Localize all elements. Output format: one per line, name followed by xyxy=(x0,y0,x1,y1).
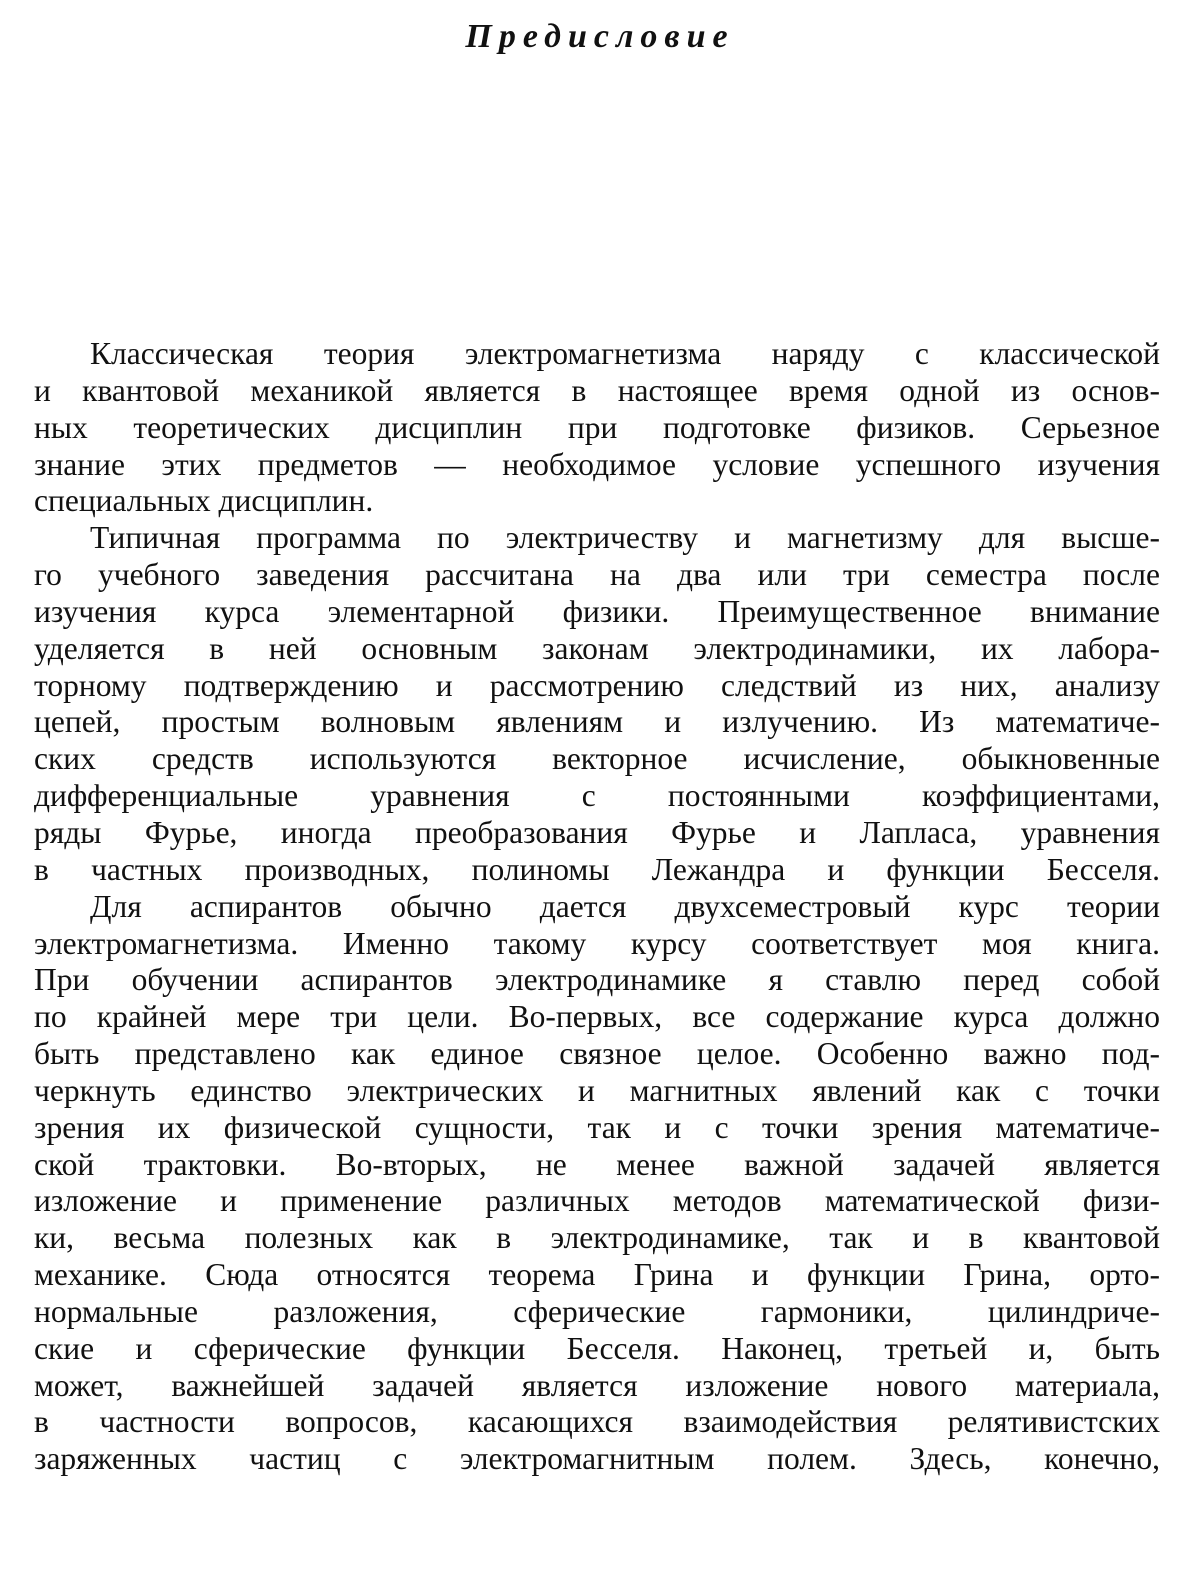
text-line: ской трактовки. Во-вторых, не менее важной задачей является xyxy=(34,1146,1160,1182)
text-line: быть представлено как единое связное целое. Особенно важно под- xyxy=(34,1036,1160,1072)
text-line: в частных производных, полиномы Лежандра и функции Бесселя. xyxy=(34,851,1160,887)
text-line: ские и сферические функции Бесселя. Наконец, третьей и, быть xyxy=(34,1330,1160,1366)
text-line: ряды Фурье, иногда преобразования Фурье и Лапласа, уравнения xyxy=(34,814,1160,850)
text-line: нормальные разложения, сферические гармоники, цилиндриче- xyxy=(34,1293,1160,1329)
text-line: торному подтверждению и рассмотрению следствий из них, анализу xyxy=(34,667,1160,703)
text-line: электромагнетизма. Именно такому курсу соответствует моя книга. xyxy=(34,925,1160,961)
text-line: ки, весьма полезных как в электродинамике, так и в квантовой xyxy=(34,1220,1160,1256)
text-line: При обучении аспирантов электродинамике я ставлю перед собой xyxy=(34,962,1160,998)
text-line: дифференциальные уравнения с постоянными коэффициентами, xyxy=(34,778,1160,814)
text-line: изучения курса элементарной физики. Преимущественное внимание xyxy=(34,593,1160,629)
text-line: цепей, простым волновым явлениям и излучению. Из математиче- xyxy=(34,704,1160,740)
text-line: изложение и применение различных методов математической физи- xyxy=(34,1183,1160,1219)
text-line: зрения их физической сущности, так и с точки зрения математиче- xyxy=(34,1109,1160,1145)
text-line: Для аспирантов обычно дается двухсеместровый курс теории xyxy=(90,888,1160,924)
body-text xyxy=(34,336,1160,1478)
text-line: по крайней мере три цели. Во-первых, все содержание курса должно xyxy=(34,999,1160,1035)
text-line: механике. Сюда относятся теорема Грина и функции Грина, орто- xyxy=(34,1257,1160,1293)
text-line: ных теоретических дисциплин при подготовке физиков. Серьезное xyxy=(34,409,1160,445)
text-line: уделяется в ней основным законам электродинамики, их лабора- xyxy=(34,630,1160,666)
text-line: специальных дисциплин. xyxy=(34,483,374,519)
text-line: знание этих предметов — необходимое условие успешного изучения xyxy=(34,446,1160,482)
text-line: черкнуть единство электрических и магнитных явлений как с точки xyxy=(34,1072,1160,1108)
text-line: го учебного заведения рассчитана на два или три семестра после xyxy=(34,557,1160,593)
text-line: и квантовой механикой является в настоящее время одной из основ- xyxy=(34,372,1160,408)
text-line: в частности вопросов, касающихся взаимодействия релятивистских xyxy=(34,1404,1160,1440)
text-line: заряженных частиц с электромагнитным полем. Здесь, конечно, xyxy=(34,1441,1160,1477)
text-line: Типичная программа по электричеству и магнетизму для высше- xyxy=(90,520,1160,556)
page-title: Предисловие xyxy=(465,18,735,55)
text-line: ских средств используются векторное исчисление, обыкновенные xyxy=(34,741,1160,777)
text-line: может, важнейшей задачей является изложение нового материала, xyxy=(34,1367,1160,1403)
text-line: Классическая теория электромагнетизма наряду с классической xyxy=(90,336,1160,371)
